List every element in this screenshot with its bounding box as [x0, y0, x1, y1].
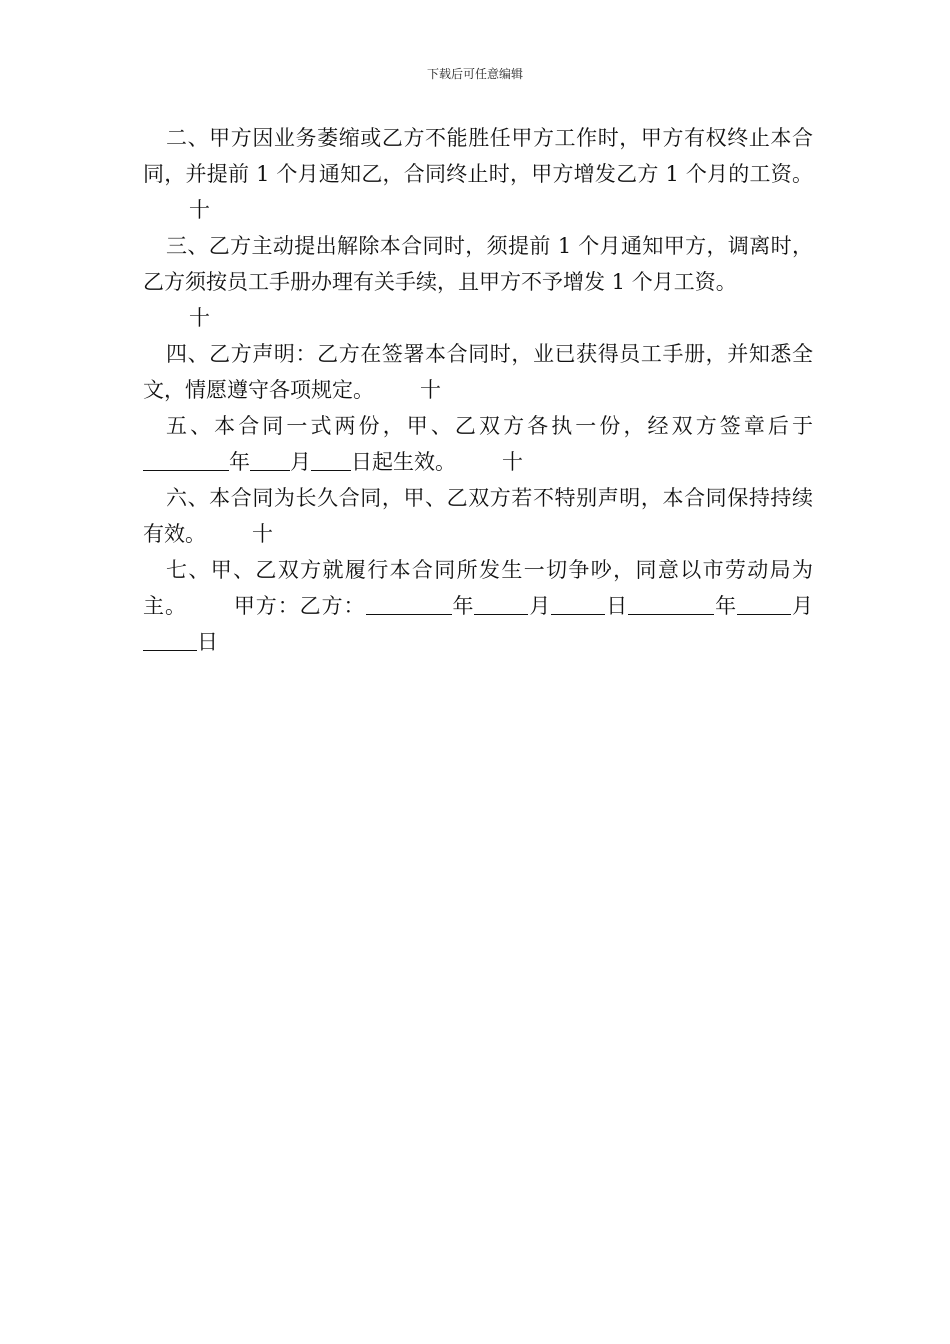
- signature-date-blank: [737, 592, 791, 615]
- page-header: 下载后可任意编辑: [426, 67, 523, 81]
- month-label: 月: [528, 594, 552, 618]
- party-a-label: 甲方：: [232, 594, 300, 618]
- party-b-label: 乙方：: [299, 594, 366, 618]
- month-label: 月: [290, 450, 311, 474]
- year-label: 年: [714, 594, 738, 618]
- clause-2-text: 二、甲方因业务萎缩或乙方不能胜任甲方工作时，甲方有权终止本合同，并提前 1 个月通知乙，合同终止时，甲方增发乙方 1 个月的工资。: [143, 126, 813, 186]
- year-label: 年: [229, 450, 250, 474]
- date-blank: [143, 448, 229, 471]
- signature-date-blank: [474, 592, 528, 615]
- cross-mark: 十: [420, 378, 441, 402]
- month-label: 月: [791, 594, 814, 618]
- day-label: 日: [605, 594, 629, 618]
- clause-6: [143, 480, 813, 552]
- date-blank: [311, 448, 351, 471]
- clause-4: [143, 336, 813, 408]
- clause-5: [143, 408, 813, 480]
- clause-2: [143, 120, 813, 228]
- cross-mark: 十: [502, 450, 523, 474]
- day-label: 日: [197, 630, 218, 654]
- date-blank: [250, 448, 290, 471]
- signature-date-blank: [551, 592, 605, 615]
- cross-mark: 十: [252, 522, 273, 546]
- contract-body: [143, 120, 813, 660]
- signature-date-blank: [628, 592, 714, 615]
- clause-7: [143, 552, 813, 660]
- clause-4-text: 四、乙方声明：乙方在签署本合同时，业已获得员工手册，并知悉全文，情愿遵守各项规定。: [143, 342, 813, 402]
- cross-mark: 十: [189, 198, 210, 222]
- day-label: 日起生效。: [351, 450, 456, 474]
- clause-7-text: 七、甲、乙双方就履行本合同所发生一切争吵，同意以市劳动局为主。: [143, 558, 813, 618]
- signature-date-blank: [143, 628, 197, 651]
- clause-3-text: 三、乙方主动提出解除本合同时，须提前 1 个月通知甲方，调离时，乙方须按员工手册办理有关手续，且甲方不予增发 1 个月工资。: [143, 234, 813, 294]
- cross-mark: 十: [189, 306, 210, 330]
- clause-5-text: 五、本合同一式两份，甲、乙双方各执一份，经双方签章后于: [166, 414, 813, 438]
- year-label: 年: [451, 594, 475, 618]
- clause-6-text: 六、本合同为长久合同，甲、乙双方若不特别声明，本合同保持持续有效。: [143, 486, 813, 546]
- clause-3-mark-line: [143, 300, 813, 336]
- clause-3: [143, 228, 813, 300]
- signature-date-blank: [366, 592, 452, 615]
